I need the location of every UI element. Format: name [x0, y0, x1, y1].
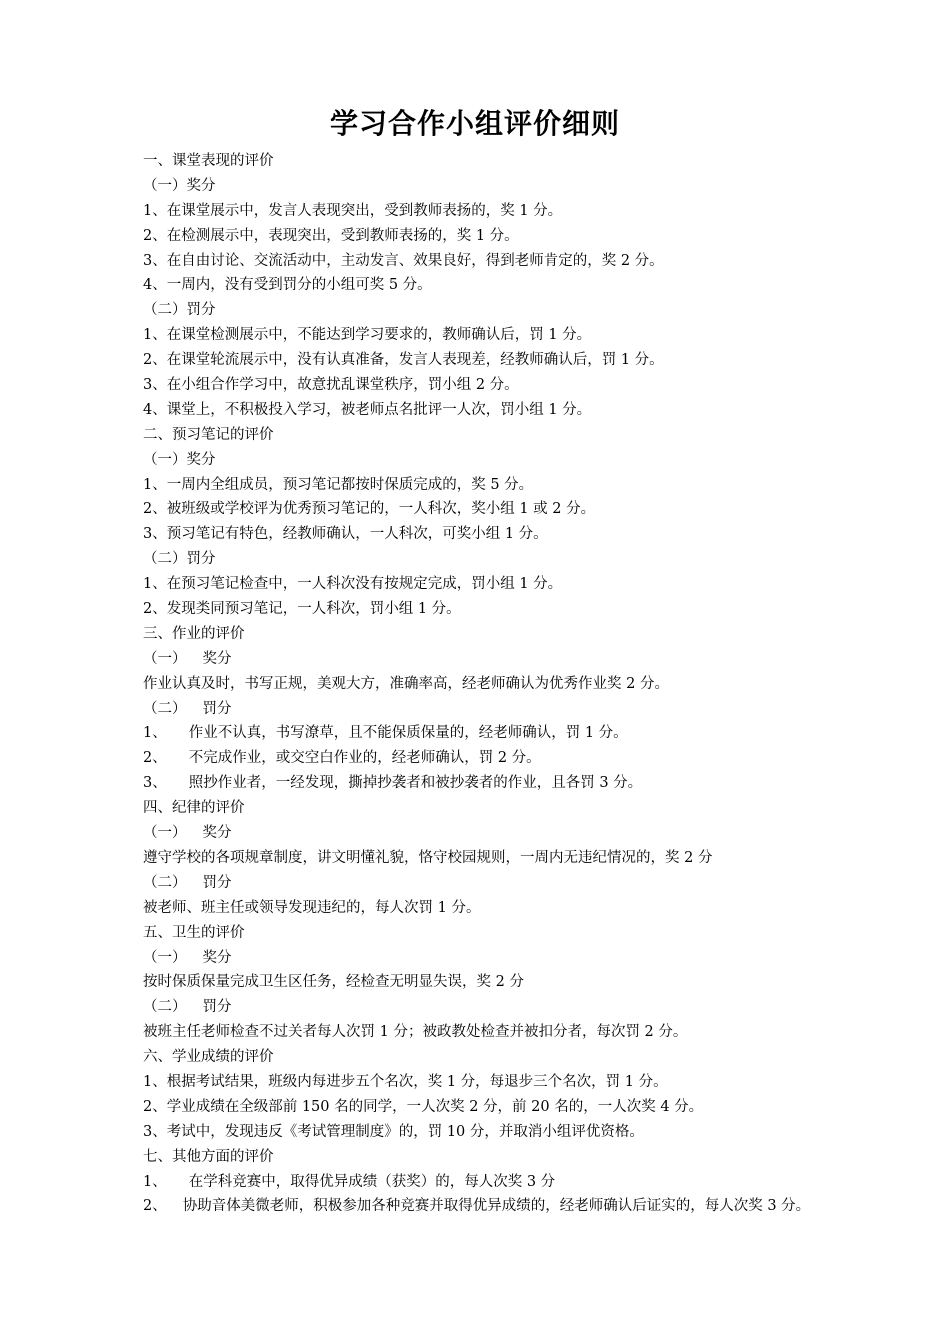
list-item	[143, 771, 813, 796]
list-item	[143, 746, 813, 771]
subsection-number: （二）	[143, 874, 187, 891]
item-number: 2、	[143, 750, 167, 767]
item-text: 照抄作业者，一经发现，撕掉抄袭者和被抄袭者的作业，且各罚 3 分。	[188, 775, 643, 792]
subsection-heading	[143, 821, 813, 846]
list-item: 1、一周内全组成员，预习笔记都按时保质完成的，奖 5 分。	[143, 476, 534, 493]
list-item: 4、一周内，没有受到罚分的小组可奖 5 分。	[143, 277, 432, 294]
list-item	[143, 721, 813, 746]
subsection-label: 奖分	[202, 650, 232, 667]
item-text: 协助音体美微老师，积极参加各种竞赛并取得优异成绩的，经老师确认后证实的，每人次奖 3 分。	[182, 1198, 811, 1215]
subsection-label: 罚分	[202, 874, 232, 891]
item-text: 不完成作业，或交空白作业的，经老师确认，罚 2 分。	[188, 750, 541, 767]
list-item: 1、在预习笔记检查中，一人科次没有按规定完成，罚小组 1 分。	[143, 576, 563, 593]
paragraph: 按时保质保量完成卫生区任务，经检查无明显失误，奖 2 分	[143, 974, 524, 991]
list-item: 2、在课堂轮流展示中，没有认真准备，发言人表现差，经教师确认后，罚 1 分。	[143, 352, 664, 369]
section-heading: 四、纪律的评价	[143, 800, 245, 817]
subsection-heading: （二）罚分	[143, 302, 216, 319]
list-item: 2、被班级或学校评为优秀预习笔记的，一人科次，奖小组 1 或 2 分。	[143, 501, 596, 518]
subsection-label: 奖分	[202, 825, 232, 842]
document-title: 学习合作小组评价细则	[329, 107, 620, 140]
list-item: 4、课堂上，不积极投入学习，被老师点名批评一人次，罚小组 1 分。	[143, 401, 592, 418]
subsection-number: （二）	[143, 700, 187, 717]
subsection-number: （一）	[143, 650, 187, 667]
item-number: 3、	[143, 775, 167, 792]
subsection-number: （二）	[143, 999, 187, 1016]
subsection-heading: （二）罚分	[143, 551, 216, 568]
item-text: 作业不认真，书写潦草，且不能保质保量的，经老师确认，罚 1 分。	[188, 725, 628, 742]
list-item	[143, 1170, 813, 1195]
section-heading: 七、其他方面的评价	[143, 1148, 274, 1165]
list-item: 1、在课堂展示中，发言人表现突出，受到教师表扬的，奖 1 分。	[143, 202, 563, 219]
paragraph: 遵守学校的各项规章制度，讲文明懂礼貌，恪守校园规则，一周内无违纪情况的，奖 2 分	[143, 849, 713, 866]
list-item: 2、学业成绩在全级部前 150 名的同学，一人次奖 2 分，前 20 名的，一人次奖 4 分。	[143, 1098, 704, 1115]
list-item: 2、发现类同预习笔记，一人科次，罚小组 1 分。	[143, 601, 461, 618]
subsection-label: 奖分	[202, 949, 232, 966]
list-item	[143, 1194, 813, 1219]
item-number: 1、	[143, 725, 167, 742]
item-text: 在学科竞赛中，取得优异成绩（获奖）的，每人次奖 3 分	[188, 1173, 556, 1190]
subsection-heading: （一）奖分	[143, 177, 216, 194]
paragraph: 被班主任老师检查不过关者每人次罚 1 分；被政教处检查并被扣分者，每次罚 2 分。	[143, 1024, 688, 1041]
list-item: 3、预习笔记有特色，经教师确认，一人科次，可奖小组 1 分。	[143, 526, 548, 543]
item-number: 1、	[143, 1173, 167, 1190]
subsection-heading	[143, 697, 813, 722]
section-heading: 五、卫生的评价	[143, 924, 245, 941]
list-item: 2、在检测展示中，表现突出，受到教师表扬的，奖 1 分。	[143, 227, 519, 244]
list-item: 3、考试中，发现违反《考试管理制度》的，罚 10 分，并取消小组评优资格。	[143, 1123, 644, 1140]
list-item: 1、根据考试结果，班级内每进步五个名次，奖 1 分，每退步三个名次，罚 1 分。	[143, 1073, 668, 1090]
subsection-heading	[143, 946, 813, 971]
subsection-number: （一）	[143, 949, 187, 966]
list-item: 3、在小组合作学习中，故意扰乱课堂秩序，罚小组 2 分。	[143, 377, 519, 394]
section-heading: 二、预习笔记的评价	[143, 426, 274, 443]
document-body	[143, 149, 813, 1219]
subsection-number: （一）	[143, 825, 187, 842]
subsection-heading: （一）奖分	[143, 451, 216, 468]
list-item: 1、在课堂检测展示中，不能达到学习要求的，教师确认后，罚 1 分。	[143, 327, 592, 344]
list-item: 3、在自由讨论、交流活动中，主动发言、效果良好，得到老师肯定的，奖 2 分。	[143, 252, 664, 269]
subsection-label: 罚分	[202, 700, 232, 717]
paragraph: 被老师、班主任或领导发现违纪的，每人次罚 1 分。	[143, 899, 481, 916]
subsection-heading	[143, 647, 813, 672]
item-number: 2、	[143, 1198, 167, 1215]
subsection-label: 罚分	[202, 999, 232, 1016]
subsection-heading	[143, 871, 813, 896]
section-heading: 三、作业的评价	[143, 625, 245, 642]
section-heading: 一、课堂表现的评价	[143, 153, 274, 169]
section-heading: 六、学业成绩的评价	[143, 1049, 274, 1066]
subsection-heading	[143, 995, 813, 1020]
paragraph: 作业认真及时，书写正规，美观大方，准确率高，经老师确认为优秀作业奖 2 分。	[143, 675, 669, 692]
